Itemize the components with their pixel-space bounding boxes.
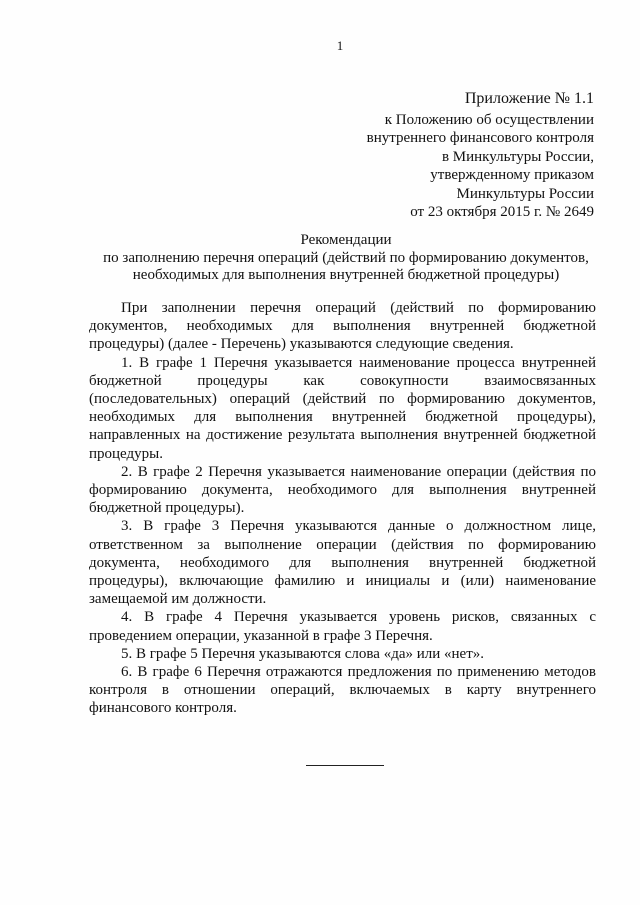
paragraph-item-3: 3. В графе 3 Перечня указываются данные о должностном лице, ответственном за выполнение операции (действия по формированию документа, необходимого для выполнения внутренней бюджетной процедуры), включающие фамилию и инициалы и (или) наименование замещаемой им должности. (89, 518, 596, 608)
annex-line-1: Приложение № 1.1 (464, 90, 594, 107)
paragraph-item-5: 5. В графе 5 Перечня указываются слова «да» или «нет». (121, 645, 485, 662)
paragraph-item-2: 2. В графе 2 Перечня указывается наименование операции (действия по формированию документа, необходимого для выполнения внутренней бюджетной процедуры). (89, 463, 596, 517)
heading-title: Рекомендации (300, 232, 392, 248)
annex-line-6: Минкультуры России (456, 185, 594, 202)
heading-subtitle-line-2: необходимых для выполнения внутренней бюджетной процедуры) (132, 267, 560, 283)
annex-block (367, 90, 594, 222)
page-number: 1 (336, 38, 344, 53)
annex-line-3: внутреннего финансового контроля (366, 130, 594, 146)
paragraph-item-6: 6. В графе 6 Перечня отражаются предложения по применению методов контроля в отношении операций, включаемых в карту внутреннего финансового контроля. (89, 664, 596, 717)
annex-line-5: утвержденному приказом (430, 167, 594, 183)
heading-subtitle-line-1: по заполнению перечня операций (действий по формированию документов, (103, 249, 589, 266)
paragraph-item-4: 4. В графе 4 Перечня указывается уровень рисков, связанных с проведением операции, указанной в графе 3 Перечня. (89, 609, 596, 644)
annex-line-7: от 23 октября 2015 г. № 2649 (410, 204, 594, 220)
annex-line-4: в Минкультуры России, (441, 148, 594, 165)
paragraph-intro: При заполнении перечня операций (действий по формированию документов, необходимых для выполнения внутренней бюджетной процедуры) (далее - Перечень) указываются следующие сведения. (89, 300, 596, 353)
paragraph-item-1: 1. В графе 1 Перечня указывается наименование процесса внутренней бюджетной процедуры как совокупности взаимосвязанных (последовательных) операций (действий по формированию документов, необходимых для выполнения внутренней бюджетной процедуры), направленных на достижение результата выполнения внутренней бюджетной процедуры. (89, 354, 596, 462)
annex-line-2: к Положению об осуществлении (384, 111, 594, 128)
document-heading (96, 232, 596, 285)
document-body (89, 299, 596, 718)
end-divider (306, 765, 384, 766)
